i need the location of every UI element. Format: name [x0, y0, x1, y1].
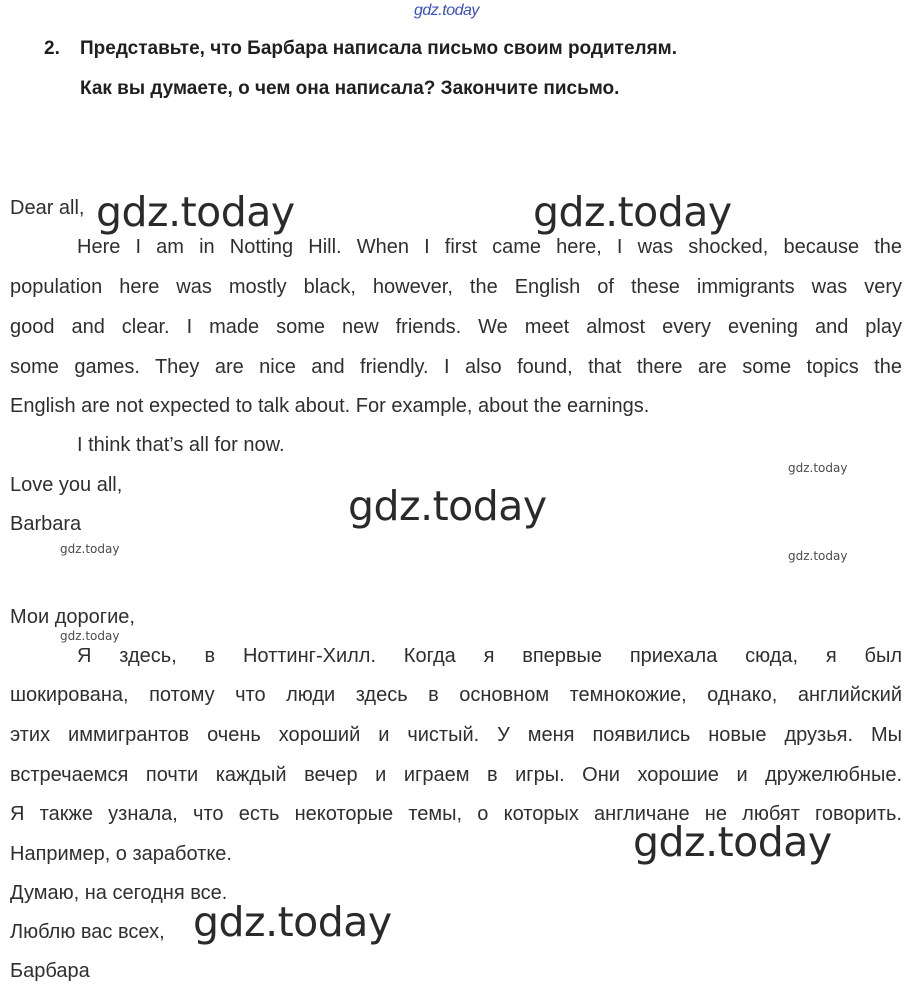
- watermark-large: gdz.today: [193, 898, 392, 946]
- task-instruction-line-2: Как вы думаете, о чем она написала? Закончите письмо.: [80, 78, 620, 99]
- task-instruction-line-1: Представьте, что Барбара написала письмо своим родителям.: [80, 38, 678, 59]
- english-line-2: population here was mostly black, however, the English of these immigrants was very: [10, 276, 902, 298]
- watermark-large: gdz.today: [96, 188, 295, 236]
- russian-closing-line: Думаю, на сегодня все.: [10, 882, 228, 904]
- watermark-small: gdz.today: [60, 542, 120, 556]
- russian-signature: Барбара: [10, 960, 90, 982]
- russian-line-1: Я здесь, в Ноттинг-Хилл. Когда я впервые приехала сюда, я был: [77, 645, 902, 667]
- russian-line-3: этих иммигрантов очень хороший и чистый. У меня появились новые друзья. Мы: [10, 724, 902, 746]
- watermark-large: gdz.today: [348, 482, 547, 530]
- english-line-3: good and clear. I made some new friends. We meet almost every evening and play: [10, 316, 902, 338]
- task-number: 2.: [44, 38, 60, 59]
- watermark-top: gdz.today: [414, 2, 479, 19]
- watermark-large: gdz.today: [633, 818, 832, 866]
- english-line-1: Here I am in Notting Hill. When I first came here, I was shocked, because the: [77, 236, 902, 258]
- russian-line-4: встречаемся почти каждый вечер и играем в игры. Они хорошие и дружелюбные.: [10, 764, 902, 786]
- russian-line-2: шокирована, потому что люди здесь в основном темнокожие, однако, английский: [10, 684, 902, 706]
- russian-signoff: Люблю вас всех,: [10, 921, 165, 943]
- english-signature: Barbara: [10, 513, 82, 535]
- watermark-small: gdz.today: [60, 629, 120, 643]
- watermark-large: gdz.today: [533, 188, 732, 236]
- russian-line-6: Например, о заработке.: [10, 843, 232, 865]
- english-greeting: Dear all,: [10, 197, 85, 219]
- english-signoff: Love you all,: [10, 474, 123, 496]
- russian-greeting: Мои дорогие,: [10, 606, 135, 628]
- watermark-small: gdz.today: [788, 461, 848, 475]
- english-line-4: some games. They are nice and friendly. I also found, that there are some topics the: [10, 356, 902, 378]
- english-closing-line: I think that’s all for now.: [77, 434, 285, 456]
- watermark-small: gdz.today: [788, 549, 848, 563]
- english-line-5: English are not expected to talk about. For example, about the earnings.: [10, 395, 650, 417]
- russian-line-5: Я также узнала, что есть некоторые темы, о которых англичане не любят говорить.: [10, 803, 902, 825]
